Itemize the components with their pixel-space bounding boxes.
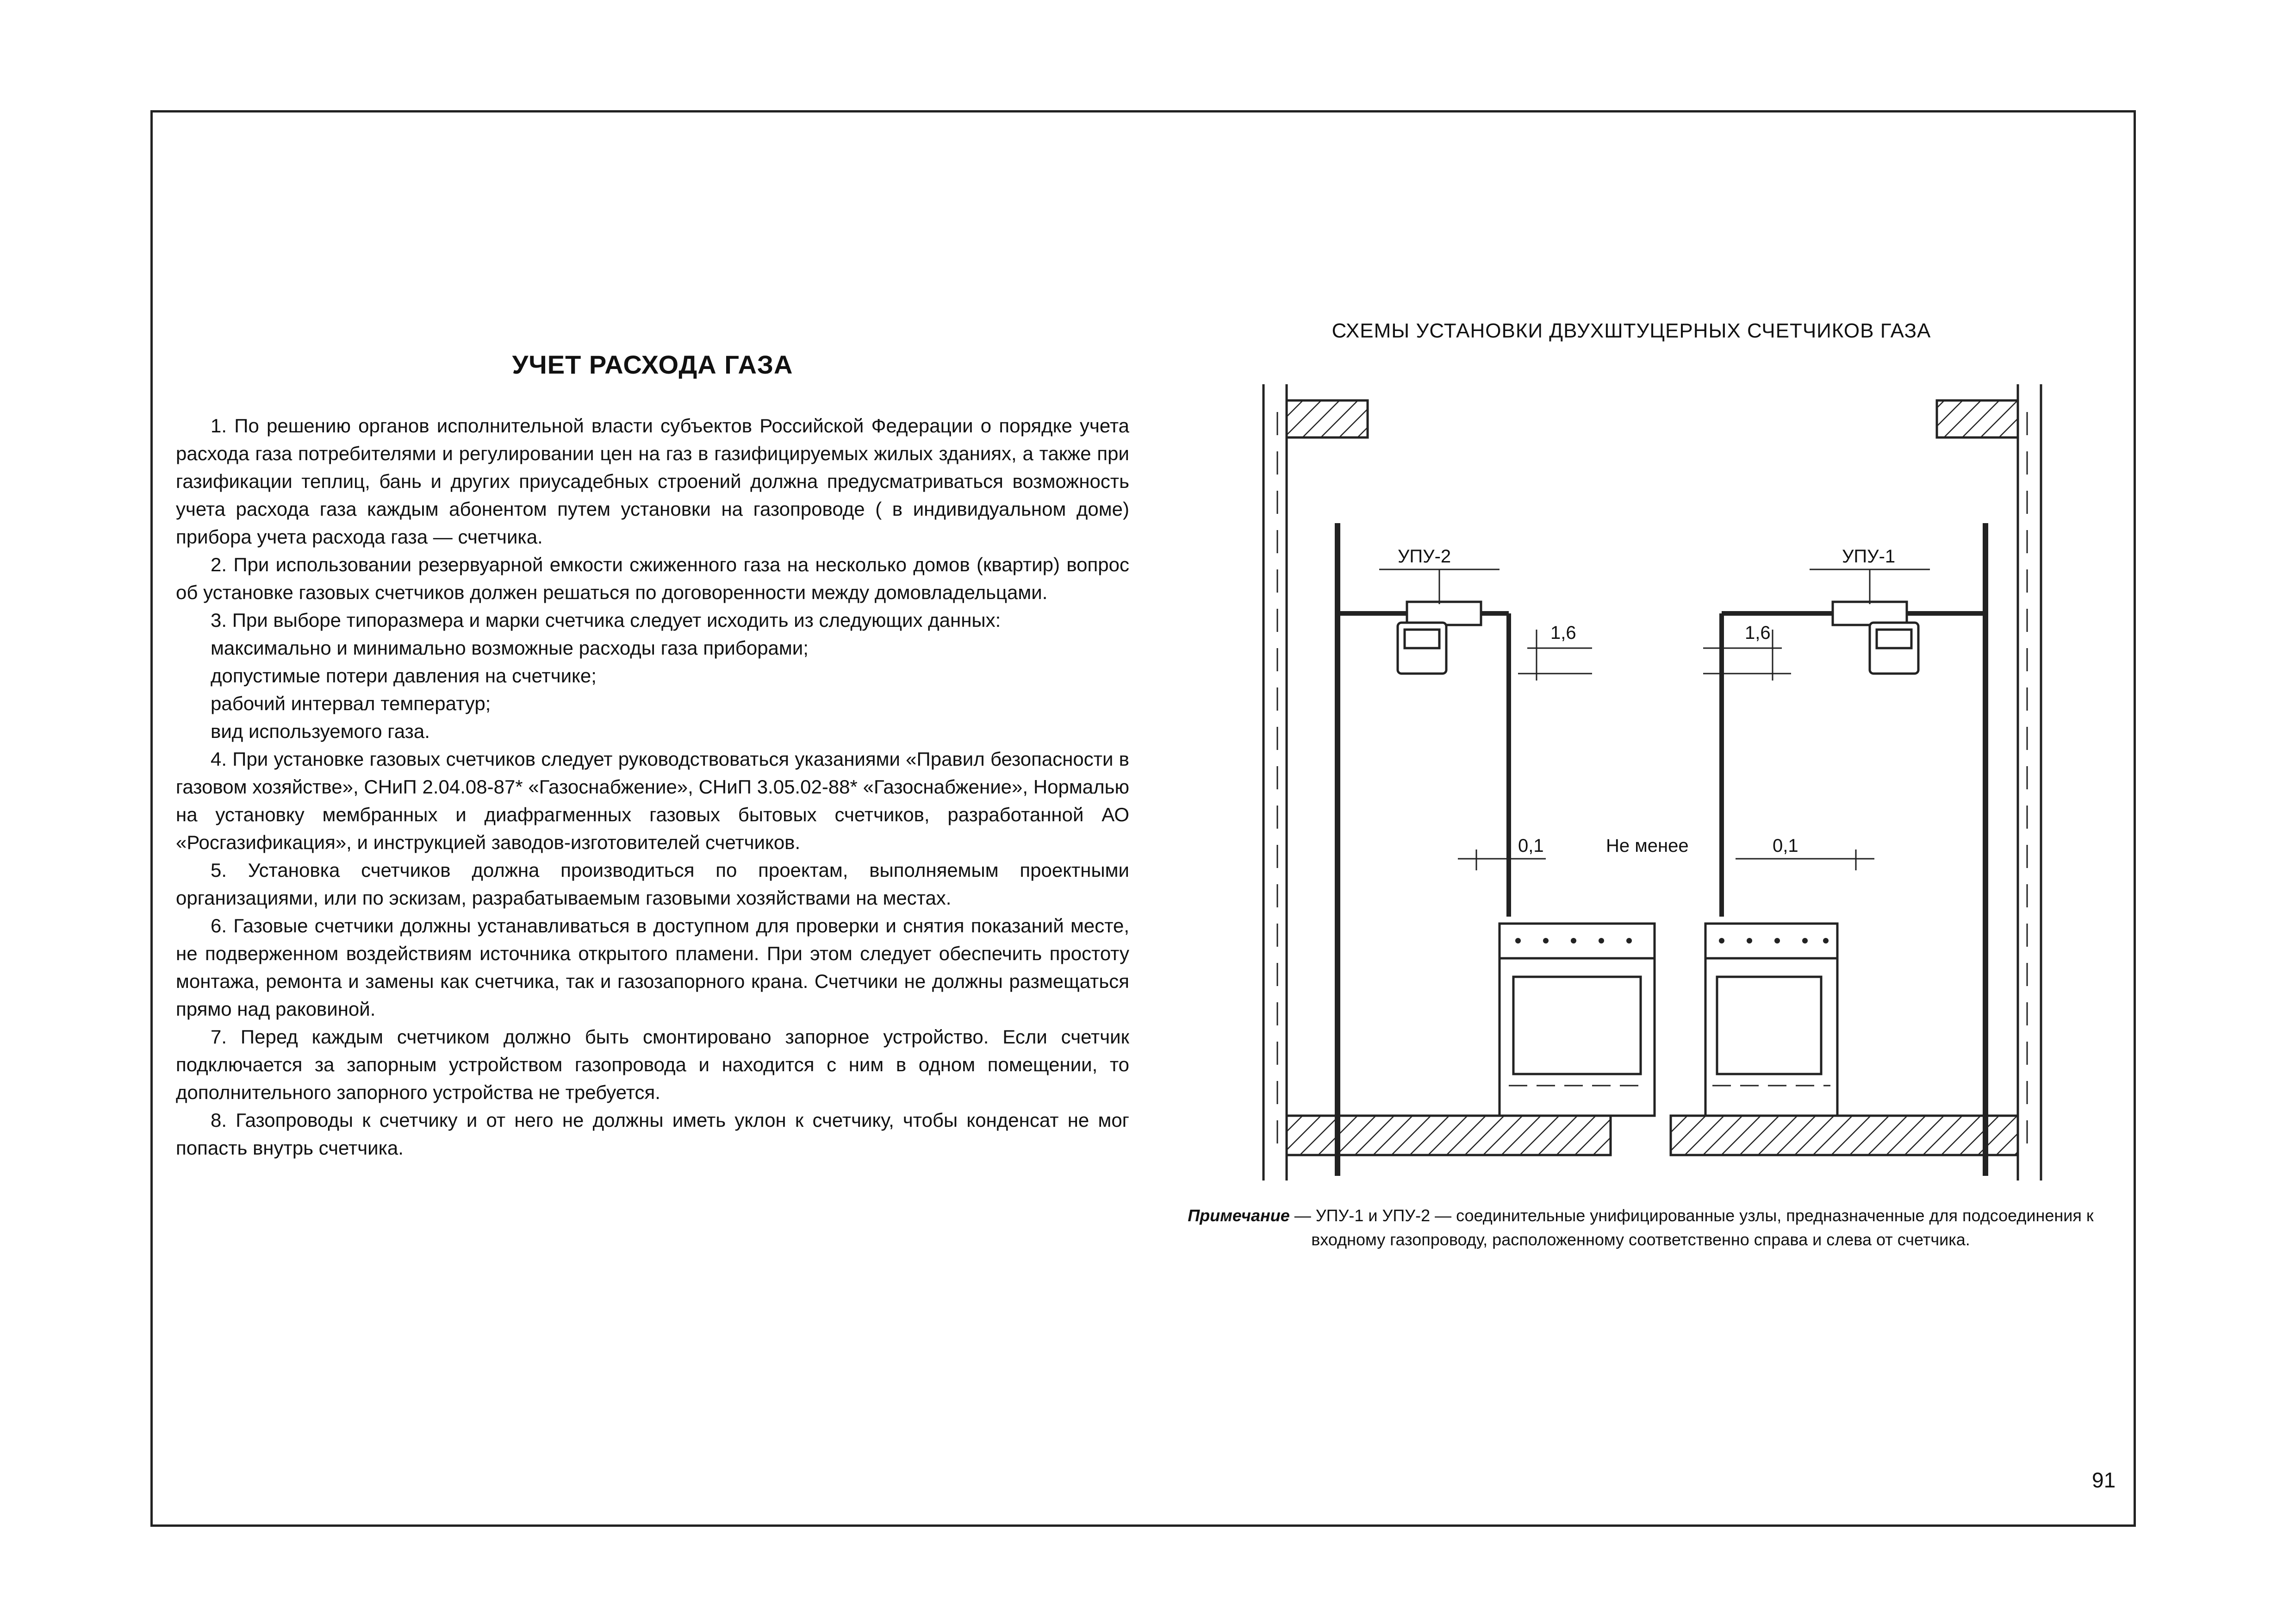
paragraph-2: 2. При использовании резервуарной емкости сжиженного газа на несколько домов (квартир) вопрос об установке газовых счетчиков должен решаться по договоренности между домовладельцами. <box>176 554 1129 603</box>
burner-dot <box>1802 938 1808 943</box>
stove-body-right <box>1705 958 1837 1116</box>
text-column <box>176 350 1129 1162</box>
note-text: — УПУ-1 и УПУ-2 — соединительные унифицированные узлы, предназначенные для подсоединения к входному газопроводу, расположенному соответственно справа и слева от счетчика. <box>1289 1206 2094 1249</box>
page-number: 91 <box>2092 1468 2116 1492</box>
paragraph-4: 4. При установке газовых счетчиков следует руководствоваться указаниями «Правил безопасности в газовом хозяйстве», СНиП 2.04.08-87* «Газоснабжение», СНиП 3.05.02-88* «Газоснабжение», Нормалью на установку мембранных и диафрагменных газовых бытовых счетчиков, разработанной АО «Росгазификация», и инструкцией заводов-изготовителей счетчиков. <box>176 748 1129 853</box>
list-item: вид используемого газа. <box>211 720 430 742</box>
diagram-title: СХЕМЫ УСТАНОВКИ ДВУХШТУЦЕРНЫХ СЧЕТЧИКОВ ГАЗА <box>1332 319 1931 342</box>
diagram-note <box>1157 1204 2124 1252</box>
burner-dot <box>1719 938 1724 943</box>
note-label: Примечание <box>1188 1206 1290 1225</box>
page-title: УЧЕТ РАСХОДА ГАЗА <box>512 350 793 379</box>
gap-label-right: 0,1 <box>1773 836 1798 856</box>
stove-body-left <box>1500 958 1655 1116</box>
paragraph-7: 7. Перед каждым счетчиком должно быть смонтировано запорное устройство. Если счетчик подключается за запорным устройством газопровода и находится с ним в одном помещении, то дополнительного запорного устройства не требуется. <box>176 1026 1129 1103</box>
paragraph-5: 5. Установка счетчиков должна производиться по проектам, выполняемым проектными организациями, или по эскизам, разрабатываемым газовыми хозяйствами на местах. <box>176 859 1129 909</box>
list-item: рабочий интервал температур; <box>211 693 491 714</box>
height-label-left: 1,6 <box>1550 623 1576 643</box>
burner-dot <box>1626 938 1632 943</box>
installation-diagram <box>1259 370 2046 1204</box>
burner-dot <box>1599 938 1604 943</box>
height-label-right: 1,6 <box>1745 623 1771 643</box>
gap-note-label: Не менее <box>1606 836 1689 856</box>
paragraph-8: 8. Газопроводы к счетчику и от него не должны иметь уклон к счетчику, чтобы конденсат не мог попасть внутрь счетчика. <box>176 1109 1129 1159</box>
ceiling-slab-right <box>1937 400 2018 437</box>
upu-2-label: УПУ-2 <box>1398 546 1451 567</box>
ceiling-slab-left <box>1287 400 1368 437</box>
list-item: допустимые потери давления на счетчике; <box>211 665 597 687</box>
paragraph-6: 6. Газовые счетчики должны устанавливаться в доступном для проверки и снятия показаний месте, не подверженном воздействиям источника открытого пламени. При этом следует обеспечить простоту монтажа, ремонта и замены как счетчика, так и газозапорного крана. Счетчики не должны размещаться прямо над раковиной. <box>176 915 1129 1020</box>
burner-dot <box>1774 938 1780 943</box>
burner-dot <box>1571 938 1576 943</box>
floor-slab-right <box>1671 1116 2018 1155</box>
list-item: максимально и минимально возможные расходы газа приборами; <box>211 637 809 659</box>
paragraph-3: 3. При выборе типоразмера и марки счетчика следует исходить из следующих данных: <box>211 609 1001 631</box>
criteria-list <box>176 634 1129 745</box>
paragraph-1: 1. По решению органов исполнительной власти субъектов Российской Федерации о порядке учета расхода газа потребителями и регулировании цен на газ в газифицируемых жилых зданиях, а также при газификации теплиц, бань и других приусадебных строений должна предусматриваться возможность учета расхода газа каждым абонентом путем установки на газопроводе ( в индивидуальном доме) прибора учета расхода газа — счетчика. <box>176 415 1129 548</box>
upu-1-label: УПУ-1 <box>1842 546 1896 567</box>
burner-dot <box>1823 938 1829 943</box>
burner-dot <box>1543 938 1549 943</box>
burner-dot <box>1515 938 1521 943</box>
stove-top-right <box>1705 924 1837 958</box>
burner-dot <box>1747 938 1752 943</box>
gap-label-left: 0,1 <box>1518 836 1544 856</box>
